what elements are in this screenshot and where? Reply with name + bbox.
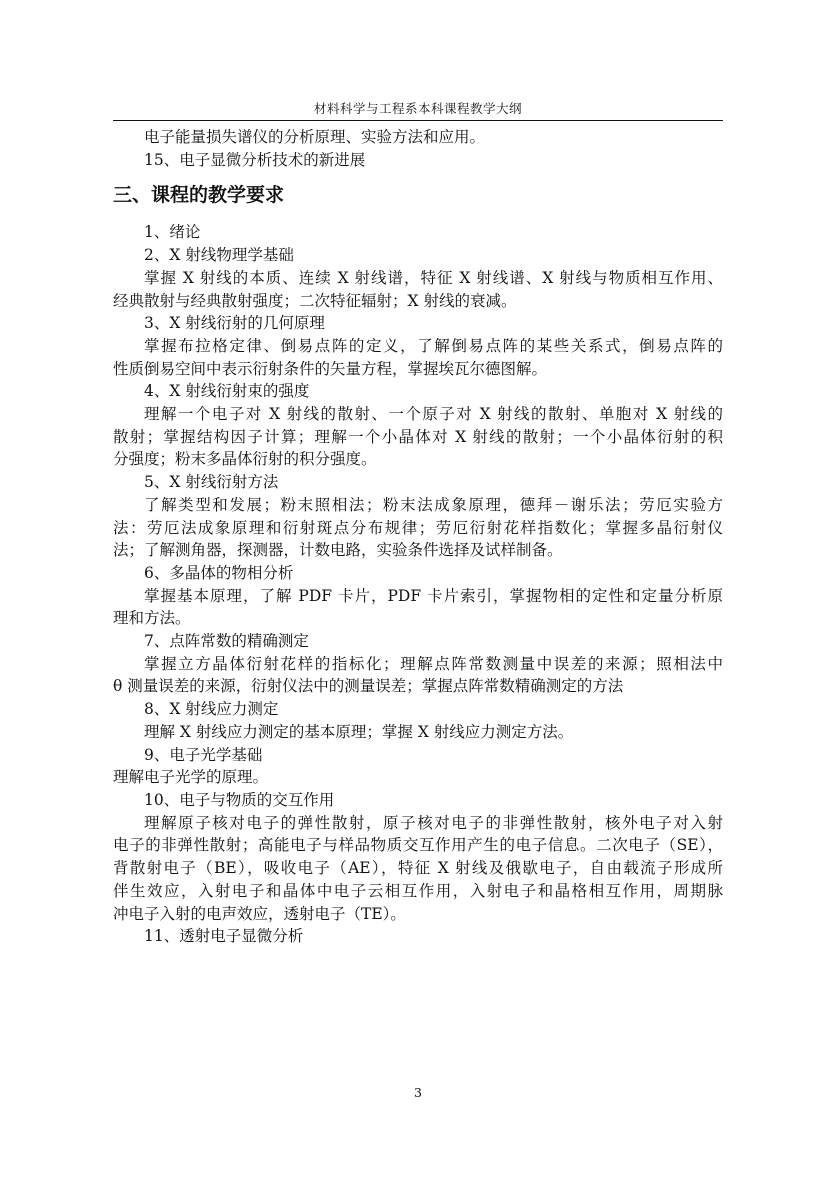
paragraph-line: 掌握 X 射线的本质、连续 X 射线谱，特征 X 射线谱、X 射线与物质相互作用、 <box>144 268 723 287</box>
paragraph-line: 掌握立方晶体衍射花样的指标化；理解点阵常数测量中误差的来源；照相法中 <box>144 654 723 673</box>
paragraph-line: 散射；掌握结构因子计算；理解一个小晶体对 X 射线的散射；一个小晶体衍射的积 <box>113 427 723 446</box>
item-title-10: 10、电子与物质的交互作用 <box>144 790 335 809</box>
paragraph-line: 性质倒易空间中表示衍射条件的矢量方程，掌握埃瓦尔德图解。 <box>113 359 548 378</box>
item-title-7: 7、点阵常数的精确测定 <box>144 632 309 651</box>
paragraph-line: 电子的非弹性散射；高能电子与样品物质交互作用产生的电子信息。二次电子（SE）， <box>113 836 723 855</box>
page-number: 3 <box>414 1085 422 1100</box>
item-title-15: 15、电子显微分析技术的新进展 <box>144 150 366 169</box>
paragraph-line: 了解类型和发展；粉末照相法；粉末法成象原理，德拜－谢乐法；劳厄实验方 <box>144 495 723 514</box>
paragraph-line: 理解 X 射线应力测定的基本原理；掌握 X 射线应力测定方法。 <box>144 722 574 741</box>
paragraph-line: 冲电子入射的电声效应，透射电子（TE）。 <box>113 904 406 923</box>
paragraph-line: 理解电子光学的原理。 <box>113 768 269 787</box>
section-heading: 三、课程的教学要求 <box>113 184 285 207</box>
item-title-6: 6、多晶体的物相分析 <box>144 563 294 582</box>
item-title-1: 1、绪论 <box>144 223 201 242</box>
running-header-title: 材料科学与工程系本科课程教学大纲 <box>313 101 522 116</box>
paragraph-line: 理解原子核对电子的弹性散射，原子核对电子的非弹性散射，核外电子对入射 <box>144 813 723 832</box>
item-title-5: 5、X 射线衍射方法 <box>144 473 279 492</box>
paragraph-line: θ 测量误差的来源，衍射仪法中的测量误差；掌握点阵常数精确测定的方法 <box>113 677 624 696</box>
item-title-11: 11、透射电子显微分析 <box>144 927 304 946</box>
paragraph-line: 分强度；粉末多晶体衍射的积分强度。 <box>113 450 377 469</box>
item-title-3: 3、X 射线衍射的几何原理 <box>144 314 325 333</box>
paragraph-line: 电子能量损失谱仪的分析原理、实验方法和应用。 <box>144 128 486 146</box>
item-title-4: 4、X 射线衍射束的强度 <box>144 382 310 401</box>
paragraph-line: 掌握基本原理，了解 PDF 卡片，PDF 卡片索引，掌握物相的定性和定量分析原 <box>144 586 723 605</box>
paragraph-line: 掌握布拉格定律、倒易点阵的定义，了解倒易点阵的某些关系式，倒易点阵的 <box>144 336 723 355</box>
item-title-2: 2、X 射线物理学基础 <box>144 246 294 265</box>
paragraph-line: 法：劳厄法成象原理和衍射斑点分布规律；劳厄衍射花样指数化；掌握多晶衍射仪 <box>113 518 723 537</box>
paragraph-line: 伴生效应，入射电子和晶体中电子云相互作用，入射电子和晶格相互作用，周期脉 <box>113 881 723 900</box>
paragraph-line: 背散射电子（BE），吸收电子（AE），特征 X 射线及俄歇电子，自由载流子形成所 <box>113 859 723 878</box>
page-body <box>113 126 723 948</box>
item-title-8: 8、X 射线应力测定 <box>144 700 279 719</box>
paragraph-line: 理和方法。 <box>113 609 191 628</box>
paragraph-line: 理解一个电子对 X 射线的散射、一个原子对 X 射线的散射、单胞对 X 射线的 <box>144 405 723 424</box>
paragraph-line: 经典散射与经典散射强度；二次特征辐射；X 射线的衰减。 <box>113 291 517 310</box>
header-divider <box>113 120 723 121</box>
paragraph-line: 法；了解测角器，探测器，计数电路，实验条件选择及试样制备。 <box>113 541 563 560</box>
item-title-9: 9、电子光学基础 <box>144 745 263 764</box>
